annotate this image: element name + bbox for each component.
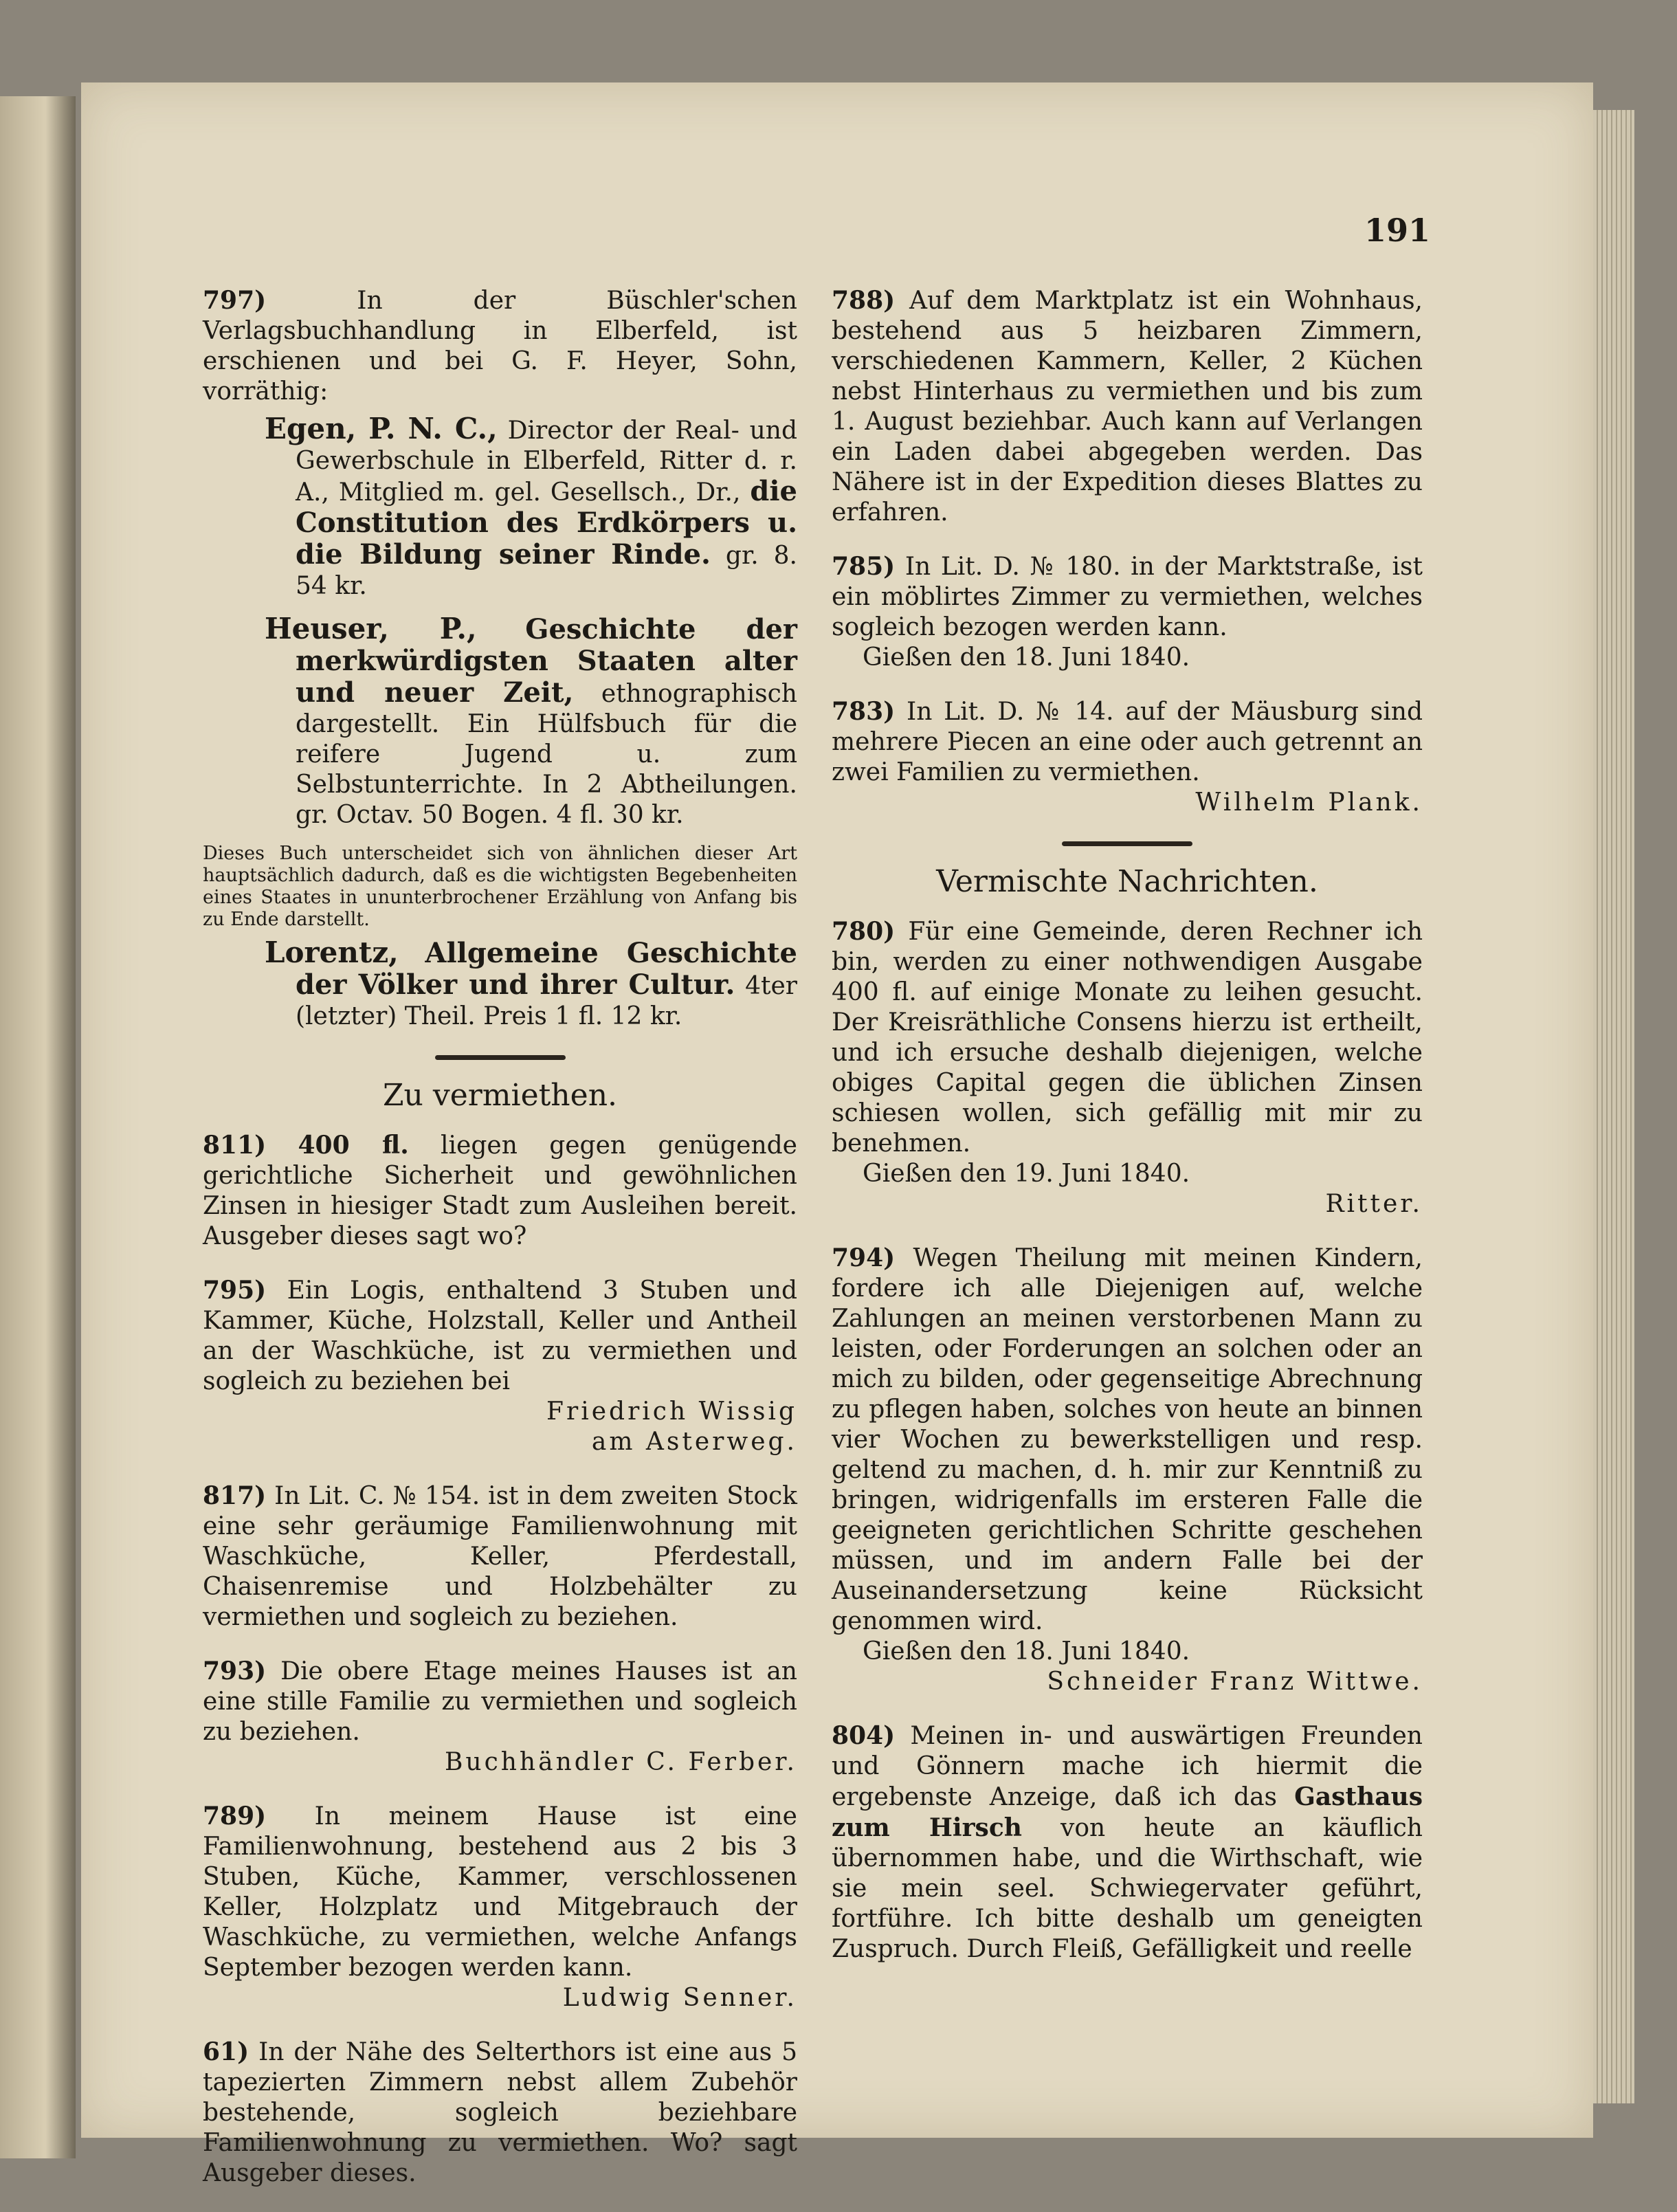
book-description: 4ter (letzter) Theil. Preis 1 fl. 12 kr. (296, 972, 797, 1030)
notice-date: Gießen den 19. Juni 1840. (863, 1160, 1190, 1188)
adjacent-page-edge (0, 96, 76, 2158)
notice-788 (832, 285, 1423, 528)
book-price: gr. 8. 54 kr. (296, 542, 797, 600)
book-author: Egen, P. N. C., (265, 412, 498, 445)
notice-text-continued: von heute an käuflich übernommen habe, und die Wirthschaft, wie sie mein seel. Schwiegervater geführt, fortführe. Ich bitte deshalb um geneigten Zuspruch. Durch Fleiß, Gefälligkeit und reelle (832, 1814, 1423, 1963)
section-heading: Vermischte Nachrichten. (936, 864, 1318, 899)
notice-789 (203, 1801, 797, 2013)
notice-797 (203, 285, 797, 1032)
book-title: Allgemeine Geschichte der Völker und ihrer Cultur. (296, 937, 797, 1001)
notice-signature: Ritter. (1325, 1190, 1423, 1218)
notice-number: 789) (203, 1802, 267, 1831)
notice-date: Gießen den 18. Juni 1840. (863, 1637, 1190, 1666)
section-heading: Zu vermiethen. (382, 1078, 618, 1113)
notice-text: Wegen Theilung mit meinen Kindern, fordere ich alle Diejenigen auf, welche Zahlungen an meinen verstorbenen Mann zu leisten, oder Forderungen an solchen oder an mich zu bilden, oder gegenseitige Abrechnung zu pflegen haben, solches von heute an binnen vier Wochen zu bewerkstelligen und resp. geltend zu machen, d. h. mir zur Kenntniß zu bringen, widrigenfalls im ersteren Falle die geeigneten gerichtlichen Schritte geschehen müssen, und im andern Falle bei der Auseinandersetzung keine Rücksicht genommen wird. (832, 1244, 1423, 1635)
notice-783 (832, 696, 1423, 818)
section-divider (435, 1055, 566, 1060)
notice-signature: Friedrich Wissig (546, 1397, 797, 1426)
notice-text: In der Büschler'schen Verlagsbuchhandlung in Elberfeld, ist erschienen und bei G. F. Heyer, Sohn, vorräthig: (203, 287, 797, 406)
book-note: Dieses Buch unterscheidet sich von ähnlichen dieser Art hauptsächlich dadurch, daß es die wichtigsten Begebenheiten eines Staates in ununterbrochener Erzählung von Anfang bis zu Ende darstellt. (203, 843, 797, 930)
book-author: Heuser, P., (265, 612, 477, 645)
notice-text: In Lit. D. № 14. auf der Mäusburg sind mehrere Piecen an eine oder auch getrennt an zwei Familien zu vermiethen. (832, 698, 1423, 786)
notice-number: 780) (832, 917, 896, 946)
notice-795 (203, 1275, 797, 1457)
notice-text: liegen gegen genügende gerichtliche Sicherheit und gewöhnlichen Zinsen in hiesiger Stadt zum Ausleihen bereit. Ausgeber dieses sagt wo? (203, 1131, 797, 1250)
notice-signature: Ludwig Senner. (562, 1984, 797, 2012)
book-title: die Constitution des Erdkörpers u. die Bildung seiner Rinde. (296, 475, 797, 571)
notice-text: Für eine Gemeinde, deren Rechner ich bin, werden zu einer nothwendigen Ausgabe 400 fl. auf einige Monate zu leihen gesucht. Der Kreisräthliche Consens hierzu ist ertheilt, und ich ersuche deshalb diejenigen, welche obiges Capital gegen die üblichen Zinsen schiesen wollen, sich gefällig mit mir zu benehmen. (832, 918, 1423, 1158)
notice-number: 785) (832, 552, 896, 581)
page-stack-edges (1593, 110, 1634, 2103)
notice-number: 793) (203, 1657, 267, 1685)
book-description: Director der Real- und Gewerbschule in Elberfeld, Ritter d. r. A., Mitglied m. gel. Gesellsch., Dr., (296, 417, 797, 507)
book-description: ethnographisch dargestellt. Ein Hülfsbuch für die reifere Jugend u. zum Selbstunterrichte. In 2 Abtheilungen. gr. Octav. 50 Bogen. 4 fl. 30 kr. (296, 680, 797, 829)
notice-text: Auf dem Marktplatz ist ein Wohnhaus, bestehend aus 5 heizbaren Zimmern, verschiedenen Kammern, Keller, 2 Küchen nebst Hinterhaus zu vermiethen und bis zum 1. August beziehbar. Auch kann auf Verlangen ein Laden dabei abgegeben werden. Das Nähere ist in der Expedition dieses Blattes zu erfahren. (832, 287, 1423, 527)
notice-text: Ein Logis, enthaltend 3 Stuben und Kammer, Küche, Holzstall, Keller und Antheil an der Waschküche, ist zu vermiethen und sogleich zu beziehen bei (203, 1276, 797, 1395)
notice-amount: 400 fl. (298, 1131, 409, 1160)
notice-817 (203, 1481, 797, 1633)
notice-text: In der Nähe des Selterthors ist eine aus 5 tapezierten Zimmern nebst allem Zubehör bestehende, sogleich beziehbare Familienwohnung zu vermiethen. Wo? sagt Ausgeber dieses. (203, 2038, 797, 2187)
notice-793 (203, 1656, 797, 1778)
left-column (203, 285, 797, 2212)
notice-number: 797) (203, 286, 267, 315)
notice-signature-address: am Asterweg. (591, 1428, 797, 1456)
notice-signature: Buchhändler C. Ferber. (444, 1748, 797, 1776)
notice-text: In Lit. C. № 154. ist in dem zweiten Stock eine sehr geräumige Familienwohnung mit Waschküche, Keller, Pferdestall, Chaisenremise und Holzbehälter zu vermiethen und sogleich zu beziehen. (203, 1482, 797, 1631)
notice-signature: Wilhelm Plank. (1195, 788, 1423, 817)
notice-number: 783) (832, 697, 896, 726)
notice-780 (832, 916, 1423, 1219)
notice-text: Meinen in- und auswärtigen Freunden und Gönnern mache ich hiermit die ergebenste Anzeige, daß ich das (832, 1722, 1423, 1811)
notice-text: In meinem Hause ist eine Familienwohnung, bestehend aus 2 bis 3 Stuben, Küche, Kammer, verschlossenen Keller, Holzplatz und Mitgebrauch der Waschküche, zu vermiethen, welche Anfangs September bezogen werden kann. (203, 1802, 797, 1982)
notice-number: 804) (832, 1721, 896, 1750)
notice-business-name: Gasthaus zum Hirsch (832, 1782, 1423, 1842)
notice-61 (203, 2037, 797, 2189)
page-number: 191 (1364, 212, 1431, 249)
notice-text: In Lit. D. № 180. in der Marktstraße, ist ein möblirtes Zimmer zu vermiethen, welches sogleich bezogen werden kann. (832, 553, 1423, 641)
notice-785 (832, 551, 1423, 673)
notice-number: 788) (832, 286, 896, 315)
notice-number: 61) (203, 2037, 249, 2066)
notice-date: Gießen den 18. Juni 1840. (863, 643, 1190, 672)
notice-number: 795) (203, 1276, 267, 1305)
book-title: Geschichte der merkwürdigsten Staaten alter und neuer Zeit, (296, 613, 798, 709)
notice-794 (832, 1243, 1423, 1697)
notice-804 (832, 1721, 1423, 1965)
book-listing (265, 614, 797, 830)
notice-811 (203, 1130, 797, 1252)
book-listing (265, 414, 797, 601)
notice-number: 794) (832, 1243, 896, 1272)
notice-number: 817) (203, 1481, 267, 1510)
notice-number: 811) (203, 1131, 267, 1160)
book-listing (265, 938, 797, 1032)
notice-text: Die obere Etage meines Hauses ist an eine stille Familie zu vermiethen und sogleich zu beziehen. (203, 1657, 797, 1746)
section-divider (1062, 841, 1192, 846)
notice-signature: Schneider Franz Wittwe. (1047, 1668, 1423, 1696)
book-author: Lorentz, (265, 936, 399, 969)
right-column (832, 285, 1423, 1988)
